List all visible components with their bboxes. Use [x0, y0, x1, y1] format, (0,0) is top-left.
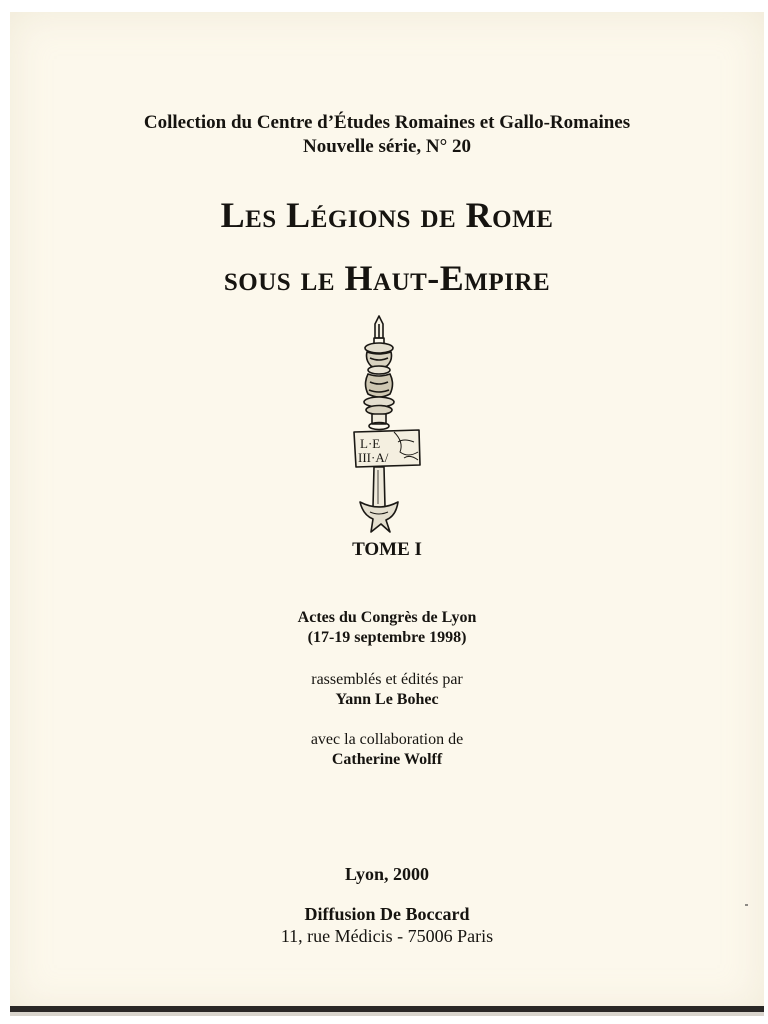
collaborator-name: Catherine Wolff: [331, 751, 443, 768]
edited-by-label: rassemblés et édités par: [311, 671, 463, 688]
collaboration-label: avec la collaboration de: [310, 731, 464, 748]
editor-name: Yann Le Bohec: [335, 691, 439, 708]
volume-label: TOME I: [352, 539, 422, 560]
collection-title: Collection du Centre d’Études Romaines et Gallo-Romaines: [143, 112, 631, 133]
book-title-line-1: Les Légions de Rome: [220, 195, 554, 235]
emblem-inscription-line-2: III·A/: [358, 450, 389, 465]
book-title-line-2: sous le Haut-Empire: [223, 258, 551, 298]
book-cover: [10, 12, 764, 1012]
emblem-inscription-line-1: L·E: [360, 436, 381, 451]
proceedings-title: Actes du Congrès de Lyon: [297, 609, 477, 626]
series-number: Nouvelle série, N° 20: [302, 136, 471, 157]
proceedings-dates: (17-19 septembre 1998): [307, 629, 467, 646]
legion-standard-illustration: [334, 302, 424, 538]
scan-speck: [745, 904, 748, 906]
publication-place-year: Lyon, 2000: [344, 864, 430, 884]
distributor-address: 11, rue Médicis - 75006 Paris: [280, 926, 494, 946]
page-edge-shadow: [10, 1012, 764, 1016]
distributor-name: Diffusion De Boccard: [304, 904, 470, 924]
